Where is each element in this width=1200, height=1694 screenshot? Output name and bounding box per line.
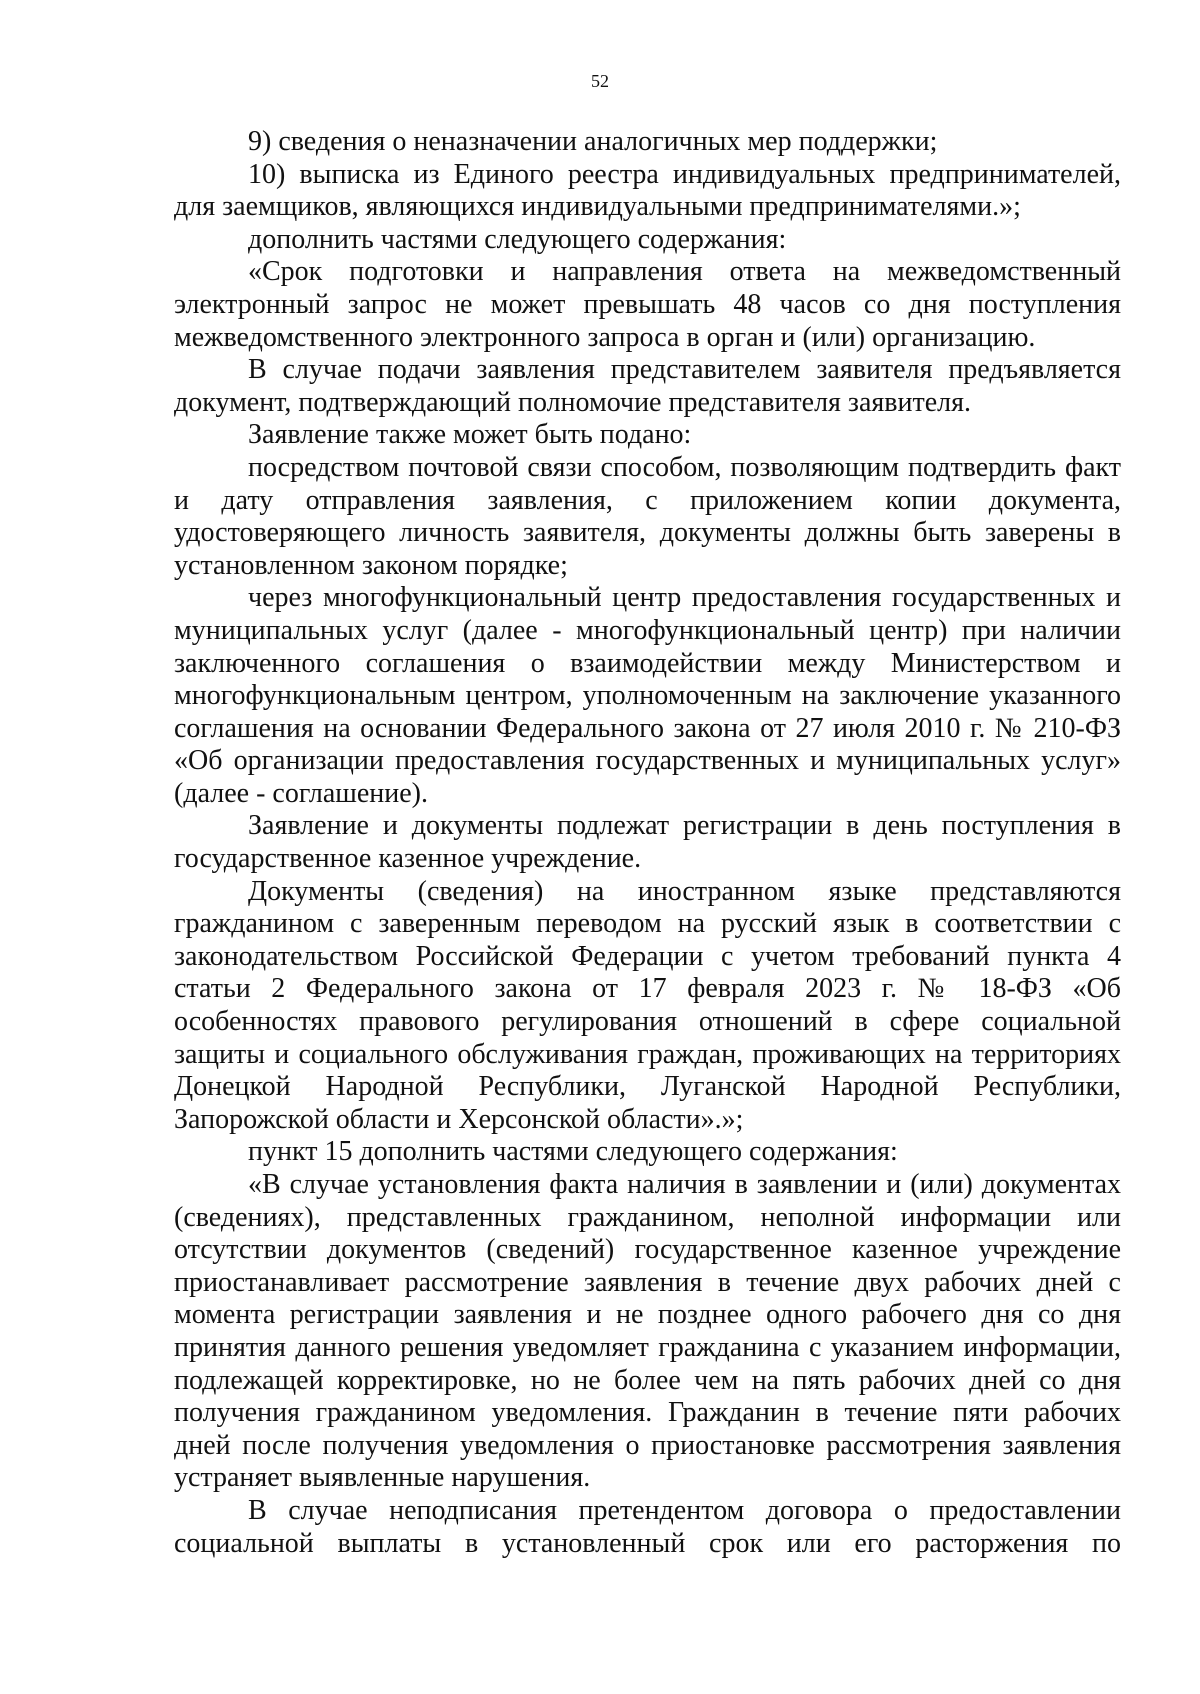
page-number: 52 <box>591 71 609 91</box>
document-body <box>174 126 1121 1560</box>
paragraph: В случае подачи заявления представителем заявителя предъявляется документ, подтверждающий полномочие представителя заявителя. <box>174 354 1121 418</box>
paragraph: дополнить частями следующего содержания: <box>248 223 787 255</box>
paragraph: Документы (сведения) на иностранном языке представляются гражданином с заверенным переводом на русский язык в соответствии с законодательством Российской Федерации с учетом требований пункта 4 статьи 2 Федерального закона от 17 февраля 2023 г. № 18-ФЗ «Об особенностях правового регулирования отношений в сфере социальной защиты и социального обслуживания граждан, проживающих на территориях Донецкой Народной Республики, Луганской Народной Республики, Запорожской области и Херсонской области».»; <box>174 875 1121 1135</box>
paragraph: В случае неподписания претендентом договора о предоставлении социальной выплаты в установленный срок или его расторжения по <box>174 1494 1121 1559</box>
paragraph: «В случае установления факта наличия в заявлении и (или) документах (сведениях), представленных гражданином, неполной информации или отсутствии документов (сведений) государственное казенное учреждение приостанавливает рассмотрение заявления в течение двух рабочих дней с момента регистрации заявления и не позднее одного рабочего дня со дня принятия данного решения уведомляет гражданина с указанием информации, подлежащей корректировке, но не более чем на пять рабочих дней со дня получения гражданином уведомления. Гражданин в течение пяти рабочих дней после получения уведомления о приостановке рассмотрения заявления устраняет выявленные нарушения. <box>174 1169 1121 1494</box>
paragraph: Заявление также может быть подано: <box>248 419 692 451</box>
paragraph: 9) сведения о неназначении аналогичных мер поддержки; <box>248 126 938 157</box>
paragraph: через многофункциональный центр предоставления государственных и муниципальных услуг (далее - многофункциональный центр) при наличии заключенного соглашения о взаимодействии между Министерством и многофункциональным центром, уполномоченным на заключение указанного соглашения на основании Федерального закона от 27 июля 2010 г. № 210-ФЗ «Об организации предоставления государственных и муниципальных услуг» (далее - соглашение). <box>174 582 1121 809</box>
paragraph: пункт 15 дополнить частями следующего содержания: <box>248 1136 898 1168</box>
paragraph: 10) выписка из Единого реестра индивидуальных предпринимателей, для заемщиков, являющихся индивидуальными предпринимателями.»; <box>174 158 1121 223</box>
paragraph: Заявление и документы подлежат регистрации в день поступления в государственное казенное учреждение. <box>174 810 1121 875</box>
paragraph: посредством почтовой связи способом, позволяющим подтвердить факт и дату отправления заявления, с приложением копии документа, удостоверяющего личность заявителя, документы должны быть заверены в установленном законом порядке; <box>174 451 1121 581</box>
paragraph: «Срок подготовки и направления ответа на межведомственный электронный запрос не может превышать 48 часов со дня поступления межведомственного электронного запроса в орган и (или) организацию. <box>174 256 1121 353</box>
